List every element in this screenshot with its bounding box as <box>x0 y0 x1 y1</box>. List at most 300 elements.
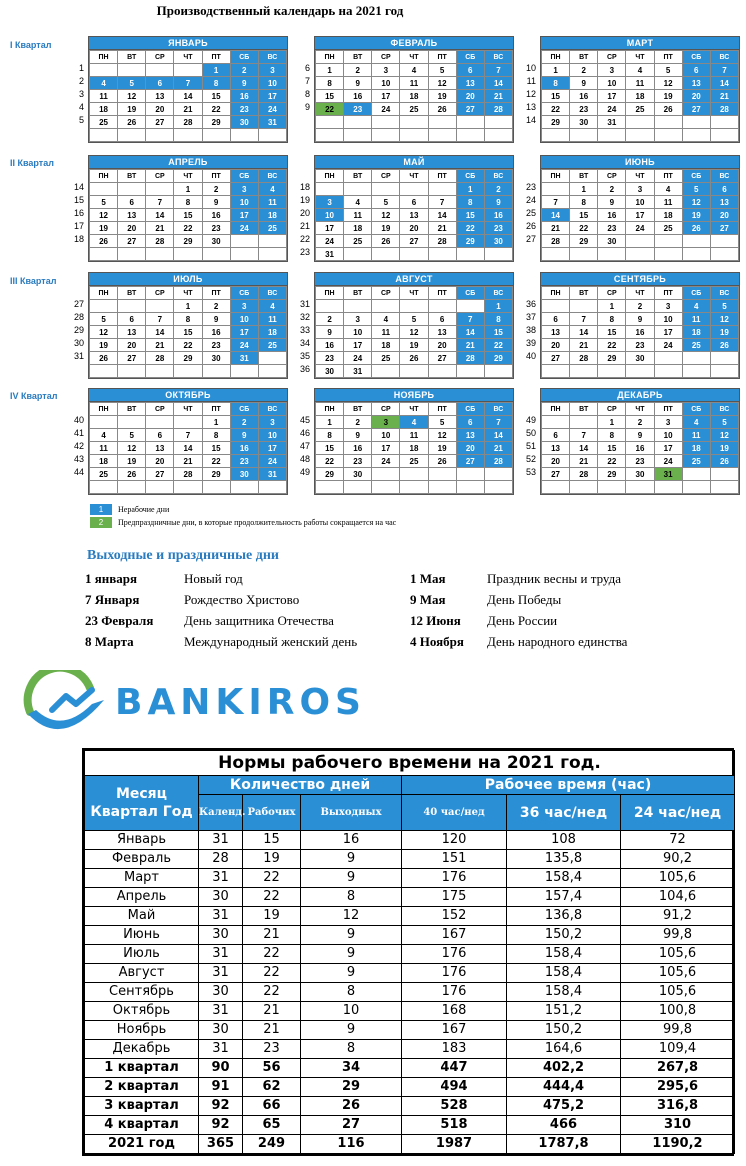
day-cell: 17 <box>230 326 258 339</box>
day-of-week: ВС <box>258 51 286 64</box>
day-cell: 7 <box>174 429 202 442</box>
day-cell: 27 <box>118 235 146 248</box>
day-cell: 26 <box>90 235 118 248</box>
legend-nonworking <box>90 504 169 515</box>
day-cell: 2 <box>344 64 372 77</box>
day-cell: 16 <box>316 339 344 352</box>
day-cell: 12 <box>428 77 456 90</box>
table-cell: 150,2 <box>507 926 621 945</box>
day-cell: 26 <box>654 103 682 116</box>
day-cell: 25 <box>258 339 286 352</box>
day-cell: 14 <box>146 209 174 222</box>
day-cell: 12 <box>372 209 400 222</box>
norms-table <box>82 748 734 1156</box>
day-of-week: ВТ <box>118 287 146 300</box>
table-cell: 8 <box>301 888 402 907</box>
day-cell <box>258 129 286 142</box>
day-cell <box>400 468 428 481</box>
table-cell: 466 <box>507 1116 621 1135</box>
day-cell <box>90 416 118 429</box>
day-of-week: ВТ <box>344 403 372 416</box>
day-cell: 16 <box>202 209 230 222</box>
day-cell: 19 <box>90 339 118 352</box>
table-cell: 34 <box>301 1059 402 1078</box>
day-cell: 24 <box>344 352 372 365</box>
legend-swatch-green: 2 <box>90 517 112 528</box>
day-cell: 1 <box>598 300 626 313</box>
week-number: 53 <box>525 467 536 477</box>
day-cell: 23 <box>626 339 654 352</box>
week-number: 14 <box>525 115 536 125</box>
table-cell: 66 <box>243 1097 301 1116</box>
table-cell: 151,2 <box>507 1002 621 1021</box>
day-cell <box>118 416 146 429</box>
day-cell: 16 <box>230 90 258 103</box>
week-number: 28 <box>73 312 84 322</box>
day-cell <box>344 300 372 313</box>
day-cell: 17 <box>654 442 682 455</box>
table-row <box>85 1078 735 1097</box>
day-cell <box>428 116 456 129</box>
day-cell: 20 <box>146 103 174 116</box>
week-numbers <box>286 181 310 259</box>
day-cell <box>400 365 428 378</box>
sub-header: Календ. <box>199 795 243 831</box>
month-name: СЕНТЯБРЬ <box>541 273 739 286</box>
day-cell: 20 <box>456 442 484 455</box>
day-cell: 14 <box>710 77 738 90</box>
week-number: 23 <box>299 247 310 257</box>
day-cell: 29 <box>202 468 230 481</box>
month-name: МАЙ <box>315 156 513 169</box>
day-cell: 2 <box>230 64 258 77</box>
table-row <box>85 1135 735 1154</box>
day-cell: 1 <box>174 300 202 313</box>
day-cell: 18 <box>654 209 682 222</box>
day-cell <box>202 365 230 378</box>
day-cell: 14 <box>428 209 456 222</box>
day-cell: 13 <box>146 90 174 103</box>
day-cell <box>542 481 570 494</box>
table-cell: 30 <box>199 1021 243 1040</box>
day-cell <box>456 129 484 142</box>
day-cell: 24 <box>654 455 682 468</box>
day-cell: 17 <box>372 90 400 103</box>
table-row <box>85 850 735 869</box>
table-cell: 9 <box>301 1021 402 1040</box>
week-number: 3 <box>78 89 84 99</box>
day-cell: 20 <box>542 455 570 468</box>
day-cell: 26 <box>118 116 146 129</box>
day-cell: 9 <box>598 196 626 209</box>
day-of-week: ЧТ <box>174 170 202 183</box>
table-cell: 28 <box>199 850 243 869</box>
day-cell: 3 <box>258 416 286 429</box>
day-cell: 18 <box>400 90 428 103</box>
day-cell: 5 <box>118 77 146 90</box>
week-number: 46 <box>299 428 310 438</box>
day-cell: 16 <box>344 442 372 455</box>
table-cell: 10 <box>301 1002 402 1021</box>
day-cell: 28 <box>570 468 598 481</box>
table-cell: 16 <box>301 831 402 850</box>
day-cell: 6 <box>542 429 570 442</box>
day-cell: 15 <box>598 442 626 455</box>
day-cell <box>710 468 738 481</box>
day-cell: 8 <box>570 196 598 209</box>
week-number: 49 <box>299 467 310 477</box>
brand-name: BANKIROS <box>115 682 366 723</box>
week-numbers <box>60 298 84 363</box>
day-cell: 23 <box>344 455 372 468</box>
day-cell <box>90 481 118 494</box>
day-cell <box>710 248 738 261</box>
day-cell: 12 <box>428 429 456 442</box>
day-of-week: ВТ <box>118 403 146 416</box>
day-cell: 24 <box>654 339 682 352</box>
day-cell <box>146 183 174 196</box>
day-cell: 22 <box>456 222 484 235</box>
day-cell: 30 <box>570 116 598 129</box>
day-cell <box>118 248 146 261</box>
day-cell: 16 <box>598 209 626 222</box>
month-calendar <box>540 36 740 143</box>
table-cell: 105,6 <box>621 945 735 964</box>
day-cell: 30 <box>598 235 626 248</box>
day-cell <box>258 481 286 494</box>
day-cell <box>344 481 372 494</box>
table-cell: 21 <box>243 926 301 945</box>
day-cell: 23 <box>202 339 230 352</box>
day-cell <box>428 183 456 196</box>
day-cell: 12 <box>710 429 738 442</box>
day-cell: 8 <box>316 77 344 90</box>
day-cell <box>682 468 710 481</box>
day-cell: 18 <box>400 442 428 455</box>
day-cell: 29 <box>316 468 344 481</box>
day-cell <box>682 235 710 248</box>
day-cell <box>202 248 230 261</box>
table-cell: 23 <box>243 1040 301 1059</box>
table-cell: 21 <box>243 1021 301 1040</box>
day-cell: 6 <box>400 196 428 209</box>
table-cell: 31 <box>199 945 243 964</box>
table-cell: 1 квартал <box>85 1059 199 1078</box>
day-cell: 26 <box>682 222 710 235</box>
day-of-week: ВТ <box>344 51 372 64</box>
day-cell: 26 <box>118 468 146 481</box>
bankiros-logo-icon <box>22 670 112 740</box>
table-cell: 105,6 <box>621 983 735 1002</box>
day-of-week: ПТ <box>428 287 456 300</box>
day-cell: 2 <box>626 300 654 313</box>
day-cell <box>230 248 258 261</box>
day-cell: 16 <box>230 442 258 455</box>
day-cell <box>710 352 738 365</box>
day-cell: 15 <box>202 442 230 455</box>
day-cell: 9 <box>316 326 344 339</box>
day-cell: 30 <box>344 468 372 481</box>
table-row <box>85 945 735 964</box>
holidays-title: Выходные и праздничные дни <box>87 548 279 563</box>
day-cell: 16 <box>202 326 230 339</box>
table-cell: 92 <box>199 1097 243 1116</box>
table-cell: 22 <box>243 964 301 983</box>
table-cell: 22 <box>243 888 301 907</box>
day-cell <box>428 248 456 261</box>
week-number: 50 <box>525 428 536 438</box>
day-of-week: ПН <box>542 51 570 64</box>
day-cell <box>400 481 428 494</box>
day-cell: 4 <box>400 64 428 77</box>
week-number: 40 <box>73 415 84 425</box>
day-cell <box>456 468 484 481</box>
day-cell: 7 <box>146 196 174 209</box>
day-cell: 18 <box>372 339 400 352</box>
day-cell: 28 <box>174 116 202 129</box>
week-number: 22 <box>299 234 310 244</box>
day-cell <box>570 300 598 313</box>
day-of-week: ЧТ <box>400 170 428 183</box>
day-of-week: СР <box>598 287 626 300</box>
day-cell: 10 <box>230 313 258 326</box>
day-cell <box>484 129 512 142</box>
day-cell: 26 <box>372 235 400 248</box>
day-cell: 22 <box>202 455 230 468</box>
month-calendar <box>88 155 288 262</box>
day-cell <box>372 365 400 378</box>
day-cell: 11 <box>626 77 654 90</box>
table-cell: 151 <box>402 850 507 869</box>
week-number: 14 <box>73 182 84 192</box>
sub-header: 24 час/нед <box>621 795 735 831</box>
table-cell: Март <box>85 869 199 888</box>
day-cell: 14 <box>146 326 174 339</box>
day-cell: 27 <box>400 235 428 248</box>
table-cell: 295,6 <box>621 1078 735 1097</box>
day-cell: 26 <box>428 455 456 468</box>
day-cell <box>428 481 456 494</box>
table-cell: 444,4 <box>507 1078 621 1097</box>
day-cell: 15 <box>598 326 626 339</box>
day-cell: 20 <box>400 222 428 235</box>
table-cell: 175 <box>402 888 507 907</box>
day-cell: 28 <box>146 235 174 248</box>
table-cell: 136,8 <box>507 907 621 926</box>
day-cell: 6 <box>710 183 738 196</box>
table-cell: Июль <box>85 945 199 964</box>
day-of-week: СР <box>372 170 400 183</box>
holiday-name: День России <box>487 613 558 628</box>
table-row <box>85 869 735 888</box>
day-of-week: СР <box>598 51 626 64</box>
day-of-week: СР <box>146 170 174 183</box>
day-cell <box>146 481 174 494</box>
day-cell: 16 <box>626 442 654 455</box>
day-cell <box>174 64 202 77</box>
table-cell: 9 <box>301 945 402 964</box>
day-cell: 17 <box>626 209 654 222</box>
day-cell: 18 <box>90 103 118 116</box>
week-number: 39 <box>525 338 536 348</box>
day-cell: 28 <box>710 103 738 116</box>
day-cell: 3 <box>626 183 654 196</box>
week-number: 51 <box>525 441 536 451</box>
day-of-week: ПН <box>316 51 344 64</box>
week-number: 4 <box>78 102 84 112</box>
day-cell <box>654 235 682 248</box>
day-cell: 17 <box>230 209 258 222</box>
table-cell: 91 <box>199 1078 243 1097</box>
day-cell: 18 <box>258 326 286 339</box>
day-cell: 8 <box>174 196 202 209</box>
holiday-date: 23 Февраля <box>85 613 154 628</box>
day-of-week: ПТ <box>654 403 682 416</box>
day-cell: 25 <box>626 103 654 116</box>
table-row <box>85 1097 735 1116</box>
week-number: 24 <box>525 195 536 205</box>
day-cell: 24 <box>258 103 286 116</box>
week-number: 7 <box>304 76 310 86</box>
day-cell <box>316 183 344 196</box>
day-cell: 28 <box>484 103 512 116</box>
table-cell: Август <box>85 964 199 983</box>
day-cell <box>428 365 456 378</box>
day-cell: 26 <box>710 455 738 468</box>
day-cell: 13 <box>456 77 484 90</box>
day-cell: 1 <box>570 183 598 196</box>
day-cell <box>428 129 456 142</box>
day-cell: 28 <box>456 352 484 365</box>
day-of-week: ЧТ <box>174 403 202 416</box>
day-cell: 18 <box>90 455 118 468</box>
day-cell: 22 <box>598 455 626 468</box>
day-of-week: ПН <box>542 170 570 183</box>
table-row <box>85 1002 735 1021</box>
day-cell: 5 <box>90 196 118 209</box>
day-cell <box>90 64 118 77</box>
day-cell: 26 <box>428 103 456 116</box>
table-cell: 2 квартал <box>85 1078 199 1097</box>
day-cell: 16 <box>484 209 512 222</box>
day-cell: 25 <box>90 116 118 129</box>
day-of-week: СР <box>146 287 174 300</box>
day-cell: 9 <box>344 77 372 90</box>
month-calendar <box>88 388 288 495</box>
day-of-week: СР <box>372 51 400 64</box>
day-cell <box>90 129 118 142</box>
day-cell: 2 <box>626 416 654 429</box>
day-of-week: ПТ <box>202 51 230 64</box>
day-cell: 14 <box>484 429 512 442</box>
day-cell: 28 <box>146 352 174 365</box>
day-cell <box>174 416 202 429</box>
table-cell: 316,8 <box>621 1097 735 1116</box>
day-cell: 3 <box>372 64 400 77</box>
day-cell: 13 <box>682 77 710 90</box>
day-cell: 9 <box>344 429 372 442</box>
table-cell: 105,6 <box>621 964 735 983</box>
day-cell: 28 <box>570 352 598 365</box>
table-cell: 3 квартал <box>85 1097 199 1116</box>
day-cell: 20 <box>456 90 484 103</box>
day-of-week: ВТ <box>344 287 372 300</box>
day-cell: 8 <box>202 77 230 90</box>
week-numbers <box>512 298 536 363</box>
day-cell: 22 <box>174 339 202 352</box>
page-title: Производственный календарь на 2021 год <box>156 3 404 18</box>
day-cell: 31 <box>598 116 626 129</box>
day-cell: 19 <box>710 442 738 455</box>
day-of-week: СР <box>598 403 626 416</box>
day-cell: 29 <box>570 235 598 248</box>
day-cell: 12 <box>682 196 710 209</box>
day-cell: 30 <box>230 468 258 481</box>
table-cell: 158,4 <box>507 945 621 964</box>
day-cell: 4 <box>654 183 682 196</box>
day-cell: 14 <box>174 90 202 103</box>
day-cell: 27 <box>542 468 570 481</box>
table-cell: 176 <box>402 869 507 888</box>
day-cell <box>258 352 286 365</box>
day-cell: 13 <box>456 429 484 442</box>
day-cell <box>682 365 710 378</box>
day-cell: 24 <box>230 339 258 352</box>
table-cell: 475,2 <box>507 1097 621 1116</box>
day-cell: 25 <box>372 352 400 365</box>
day-cell <box>372 468 400 481</box>
day-cell: 29 <box>174 235 202 248</box>
day-cell: 7 <box>174 77 202 90</box>
day-cell: 5 <box>118 429 146 442</box>
norms-title: Нормы рабочего времени на 2021 год. <box>85 751 735 776</box>
day-cell: 29 <box>542 116 570 129</box>
day-cell: 19 <box>710 326 738 339</box>
day-cell <box>570 365 598 378</box>
table-cell: 22 <box>243 983 301 1002</box>
week-numbers <box>60 62 84 127</box>
week-number: 45 <box>299 415 310 425</box>
day-cell: 8 <box>598 313 626 326</box>
day-cell: 18 <box>682 326 710 339</box>
week-number: 30 <box>73 338 84 348</box>
day-cell: 10 <box>626 196 654 209</box>
table-cell: 9 <box>301 850 402 869</box>
table-cell: Ноябрь <box>85 1021 199 1040</box>
day-cell: 3 <box>230 300 258 313</box>
day-cell <box>118 64 146 77</box>
day-cell <box>626 481 654 494</box>
day-cell: 4 <box>372 313 400 326</box>
table-cell: 30 <box>199 983 243 1002</box>
day-cell: 7 <box>710 64 738 77</box>
day-of-week: ПТ <box>654 51 682 64</box>
table-row <box>85 1021 735 1040</box>
day-cell: 22 <box>316 455 344 468</box>
day-cell: 28 <box>428 235 456 248</box>
day-cell <box>118 183 146 196</box>
day-cell: 17 <box>258 442 286 455</box>
day-cell <box>316 116 344 129</box>
col-days-header: Количество дней <box>199 776 402 795</box>
day-cell: 9 <box>230 429 258 442</box>
day-cell: 10 <box>654 313 682 326</box>
table-cell: 56 <box>243 1059 301 1078</box>
day-cell: 27 <box>118 352 146 365</box>
day-of-week: ЧТ <box>626 51 654 64</box>
day-cell: 28 <box>174 468 202 481</box>
day-cell: 5 <box>90 313 118 326</box>
